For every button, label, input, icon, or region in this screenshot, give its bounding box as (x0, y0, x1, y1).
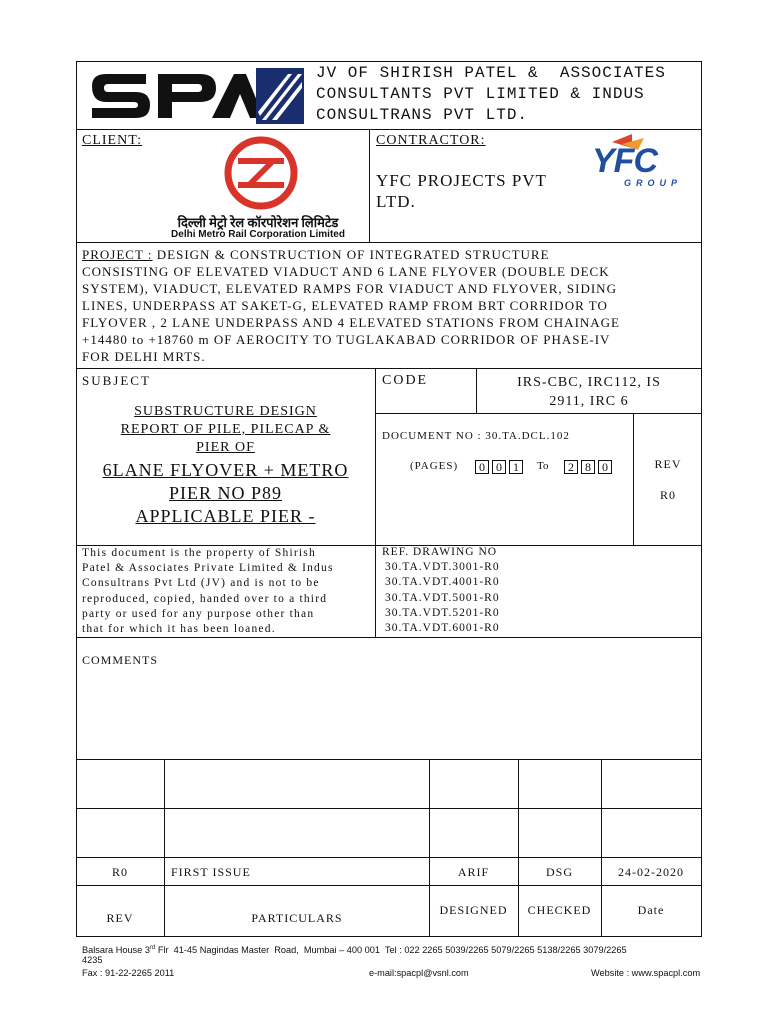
notice-line-6: that for which it has been loaned. (82, 623, 276, 636)
subject-pier-line-2: PIER NO P89 (168, 483, 282, 503)
code-value (476, 373, 702, 411)
ref-drawing-2: 30.TA.VDT.4001-R0 (385, 576, 500, 589)
code-label: CODE (382, 373, 429, 388)
rev-header-date: Date (637, 903, 665, 917)
property-notice (82, 546, 372, 637)
rev-header-designed: DESIGNED (439, 903, 508, 917)
rev-row-rev: R0 (111, 865, 128, 879)
footer-address-sup: rd (149, 945, 156, 951)
hline-client (76, 242, 702, 243)
spa-logo (84, 66, 306, 126)
client-label: CLIENT: (82, 133, 142, 148)
contractor-name (376, 170, 547, 212)
jv-title (316, 63, 700, 126)
contractor-label: CONTRACTOR: (376, 133, 486, 148)
subject-report-line-1: SUBSTRUCTURE DESIGN (134, 404, 317, 419)
page-from-digit-1: 0 (475, 460, 489, 474)
footer-address-pre: Balsara House 3 (82, 945, 150, 956)
contractor-name-line-2: LTD. (376, 192, 416, 211)
page-to-digit-2: 8 (581, 460, 595, 474)
page-to-digit-3: 0 (598, 460, 612, 474)
subject-pier-line-3: APPLICABLE PIER - (135, 506, 316, 526)
notice-line-3: Consultrans Pvt Ltd (JV) and is not to be (82, 577, 320, 590)
vline-rev-doc (633, 413, 634, 545)
hline-rev1 (76, 808, 702, 809)
hline-rev2 (76, 857, 702, 858)
code-value-line-2: 2911, IRC 6 (549, 394, 629, 409)
rev-value: R0 (659, 488, 676, 502)
ref-drawings (382, 545, 700, 636)
subject-report-line-2: REPORT OF PILE, PILECAP & (120, 422, 331, 437)
yfc-logo-subtext: GROUP (624, 178, 683, 188)
comments-label: COMMENTS (82, 653, 159, 667)
code-value-line-1: IRS-CBC, IRC112, IS (517, 375, 661, 390)
jv-line-3: CONSULTRANS PVT LTD. (316, 106, 529, 124)
subject-pier-line-1: 6LANE FLYOVER + METRO (102, 460, 349, 480)
rev-row-checked: DSG (545, 865, 573, 879)
project-block (82, 246, 698, 365)
project-line-7: FOR DELHI MRTS. (82, 349, 206, 364)
rev-label: REV (654, 457, 682, 471)
hline-rev3 (76, 885, 702, 886)
jv-line-1: JV OF SHIRISH PATEL & ASSOCIATES (316, 64, 666, 82)
project-line-5: FLYOVER , 2 LANE UNDERPASS AND 4 ELEVATED STATIONS FROM CHAINAGE (82, 315, 620, 330)
notice-line-2: Patel & Associates Private Limited & Indus (82, 562, 334, 575)
project-line-3: SYSTEM), VIADUCT, ELEVATED RAMPS FOR VIADUCT AND FLYOVER, SIDING (82, 281, 617, 296)
project-line-4: LINES, UNDERPASS AT SAKET-G, ELEVATED RAMP FROM BRT CORRIDOR TO (82, 298, 608, 313)
dmrc-logo (222, 134, 300, 212)
project-text-1: DESIGN & CONSTRUCTION OF INTEGRATED STRUCTURE (152, 247, 550, 262)
hline-project (76, 368, 702, 369)
frame-top (76, 61, 702, 62)
yfc-logo-text: YFC (592, 142, 657, 180)
document-number: DOCUMENT NO : 30.TA.DCL.102 (382, 430, 570, 442)
subject-report (76, 403, 375, 457)
footer-website[interactable]: Website : www.spacpl.com (591, 968, 701, 978)
project-line-6: +14480 to +18760 m OF AEROCITY TO TUGLAKABAD CORRIDOR OF PHASE-IV (82, 332, 611, 347)
page-from-digit-2: 0 (492, 460, 506, 474)
notice-line-1: This document is the property of Shirish (82, 547, 316, 559)
notice-line-4: reproduced, copied, handed over to a third (82, 592, 328, 605)
page-to-digit-1: 2 (564, 460, 578, 474)
rev-row-date: 24-02-2020 (618, 865, 684, 879)
ref-drawing-5: 30.TA.VDT.6001-R0 (385, 622, 500, 635)
contractor-name-line-1: YFC PROJECTS PVT (376, 171, 547, 190)
subject-report-line-3: PIER OF (196, 440, 255, 455)
rev-header-checked: CHECKED (527, 903, 592, 917)
ref-drawing-4: 30.TA.VDT.5201-R0 (385, 606, 500, 619)
vline-subject (375, 368, 376, 637)
subject-pier (76, 459, 375, 528)
hline-header (76, 129, 702, 130)
page-from-digit-3: 1 (509, 460, 523, 474)
ref-drawing-3: 30.TA.VDT.5001-R0 (385, 591, 500, 604)
rev-row-designed: ARIF (457, 865, 490, 879)
footer-address-cont: 4235 (82, 955, 103, 965)
notice-line-5: party or used for any purpose other than (82, 607, 315, 620)
footer-address (82, 943, 712, 956)
dmrc-hindi-name: दिल्ली मेट्रो रेल कॉरपोरेशन लिमिटेड (177, 215, 339, 230)
project-line-1 (82, 246, 698, 263)
frame-bottom (76, 936, 702, 937)
footer-fax: Fax : 91-22-2265 2011 (82, 968, 175, 978)
hline-code-sub (375, 413, 702, 414)
ref-drawing-1: 30.TA.VDT.3001-R0 (385, 561, 500, 574)
footer-address-post: Flr 41-45 Nagindas Master Road, Mumbai – 400 001 Tel : 022 2265 5039/2265 5079/2265 5138/2265 3079/2265 (155, 945, 627, 956)
vline-table1 (164, 759, 165, 936)
rev-row-particulars: FIRST ISSUE (171, 865, 251, 879)
rev-header-particulars: PARTICULARS (251, 911, 343, 925)
rev-header-rev: REV (106, 911, 134, 925)
project-line-2: CONSISTING OF ELEVATED VIADUCT AND 6 LANE FLYOVER (DOUBLE DECK (82, 264, 610, 279)
hline-comments (76, 759, 702, 760)
yfc-logo (592, 132, 692, 192)
jv-line-2: CONSULTANTS PVT LIMITED & INDUS (316, 85, 645, 103)
project-label: PROJECT : (82, 247, 153, 262)
dmrc-english-name: Delhi Metro Rail Corporation Limited (171, 229, 345, 240)
pages-label: (PAGES) (410, 460, 459, 472)
ref-drawing-label: REF. DRAWING NO (382, 546, 498, 558)
subject-label: SUBJECT (82, 373, 151, 388)
pages-to-label: To (537, 460, 549, 472)
footer-email[interactable]: e-mail:spacpl@vsnl.com (369, 968, 469, 978)
